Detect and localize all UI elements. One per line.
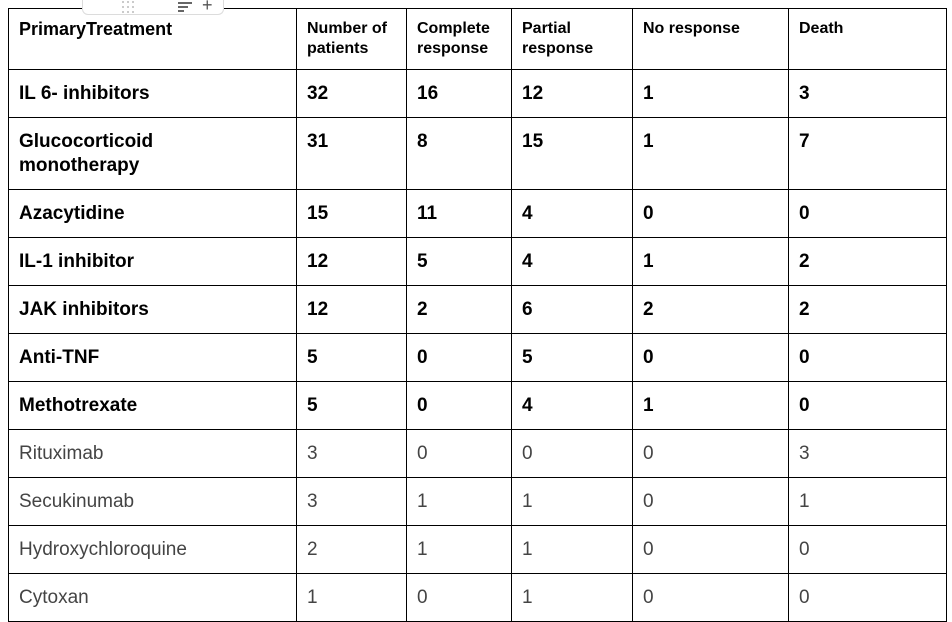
table-header-row — [9, 9, 947, 70]
cell-death[interactable]: 0 — [789, 574, 947, 622]
cell-complete[interactable]: 11 — [407, 190, 512, 238]
cell-patients[interactable]: 2 — [297, 526, 407, 574]
cell-treatment[interactable]: Glucocorticoid monotherapy — [9, 118, 297, 190]
cell-no-response[interactable]: 0 — [633, 478, 789, 526]
cell-death[interactable]: 1 — [789, 478, 947, 526]
table-row — [9, 478, 947, 526]
cell-complete[interactable]: 2 — [407, 286, 512, 334]
cell-partial[interactable]: 0 — [512, 430, 633, 478]
table-row — [9, 238, 947, 286]
table-row — [9, 334, 947, 382]
treatment-table — [8, 8, 947, 622]
cell-patients[interactable]: 3 — [297, 478, 407, 526]
cell-death[interactable]: 7 — [789, 118, 947, 190]
table-floating-toolbar — [82, 0, 224, 15]
cell-complete[interactable]: 0 — [407, 574, 512, 622]
table-row — [9, 190, 947, 238]
cell-treatment[interactable]: Methotrexate — [9, 382, 297, 430]
cell-no-response[interactable]: 0 — [633, 190, 789, 238]
cell-death[interactable]: 2 — [789, 286, 947, 334]
cell-treatment[interactable]: Hydroxychloroquine — [9, 526, 297, 574]
cell-complete[interactable]: 16 — [407, 70, 512, 118]
cell-partial[interactable]: 12 — [512, 70, 633, 118]
cell-patients[interactable]: 1 — [297, 574, 407, 622]
cell-no-response[interactable]: 0 — [633, 526, 789, 574]
table-row — [9, 70, 947, 118]
treatment-table-container — [8, 8, 947, 622]
header-cell-complete[interactable]: Complete response — [407, 9, 512, 70]
cell-patients[interactable]: 32 — [297, 70, 407, 118]
cell-death[interactable]: 3 — [789, 70, 947, 118]
header-cell-patients[interactable]: Number of patients — [297, 9, 407, 70]
cell-no-response[interactable]: 2 — [633, 286, 789, 334]
cell-patients[interactable]: 12 — [297, 286, 407, 334]
cell-partial[interactable]: 4 — [512, 190, 633, 238]
cell-treatment[interactable]: Cytoxan — [9, 574, 297, 622]
cell-partial[interactable]: 1 — [512, 478, 633, 526]
cell-treatment[interactable]: IL 6- inhibitors — [9, 70, 297, 118]
cell-complete[interactable]: 1 — [407, 526, 512, 574]
cell-no-response[interactable]: 0 — [633, 430, 789, 478]
cell-patients[interactable]: 15 — [297, 190, 407, 238]
header-cell-death[interactable]: Death — [789, 9, 947, 70]
cell-death[interactable]: 3 — [789, 430, 947, 478]
header-cell-no-response[interactable]: No response — [633, 9, 789, 70]
align-left-icon[interactable] — [178, 2, 192, 12]
cell-patients[interactable]: 3 — [297, 430, 407, 478]
cell-no-response[interactable]: 1 — [633, 238, 789, 286]
cell-complete[interactable]: 8 — [407, 118, 512, 190]
drag-handle-icon[interactable] — [120, 1, 136, 13]
cell-no-response[interactable]: 1 — [633, 382, 789, 430]
cell-death[interactable]: 0 — [789, 334, 947, 382]
cell-death[interactable]: 0 — [789, 526, 947, 574]
cell-complete[interactable]: 5 — [407, 238, 512, 286]
cell-partial[interactable]: 4 — [512, 238, 633, 286]
cell-death[interactable]: 0 — [789, 382, 947, 430]
cell-patients[interactable]: 12 — [297, 238, 407, 286]
table-row — [9, 382, 947, 430]
cell-partial[interactable]: 1 — [512, 574, 633, 622]
table-row — [9, 430, 947, 478]
cell-treatment[interactable]: Azacytidine — [9, 190, 297, 238]
cell-partial[interactable]: 4 — [512, 382, 633, 430]
cell-complete[interactable]: 0 — [407, 382, 512, 430]
cell-partial[interactable]: 6 — [512, 286, 633, 334]
cell-death[interactable]: 2 — [789, 238, 947, 286]
header-cell-treatment[interactable]: PrimaryTreatment — [9, 9, 297, 70]
table-row — [9, 574, 947, 622]
header-cell-partial[interactable]: Partial response — [512, 9, 633, 70]
cell-complete[interactable]: 0 — [407, 334, 512, 382]
cell-treatment[interactable]: IL-1 inhibitor — [9, 238, 297, 286]
table-row — [9, 118, 947, 190]
plus-icon[interactable]: + — [202, 0, 213, 15]
cell-treatment[interactable]: Secukinumab — [9, 478, 297, 526]
cell-no-response[interactable]: 0 — [633, 334, 789, 382]
table-row — [9, 286, 947, 334]
cell-patients[interactable]: 5 — [297, 334, 407, 382]
cell-treatment[interactable]: Rituximab — [9, 430, 297, 478]
cell-treatment[interactable]: JAK inhibitors — [9, 286, 297, 334]
cell-patients[interactable]: 5 — [297, 382, 407, 430]
table-row — [9, 526, 947, 574]
cell-no-response[interactable]: 0 — [633, 574, 789, 622]
cell-treatment[interactable]: Anti-TNF — [9, 334, 297, 382]
cell-partial[interactable]: 5 — [512, 334, 633, 382]
cell-death[interactable]: 0 — [789, 190, 947, 238]
cell-partial[interactable]: 15 — [512, 118, 633, 190]
cell-no-response[interactable]: 1 — [633, 118, 789, 190]
cell-partial[interactable]: 1 — [512, 526, 633, 574]
cell-complete[interactable]: 0 — [407, 430, 512, 478]
cell-complete[interactable]: 1 — [407, 478, 512, 526]
cell-patients[interactable]: 31 — [297, 118, 407, 190]
cell-no-response[interactable]: 1 — [633, 70, 789, 118]
